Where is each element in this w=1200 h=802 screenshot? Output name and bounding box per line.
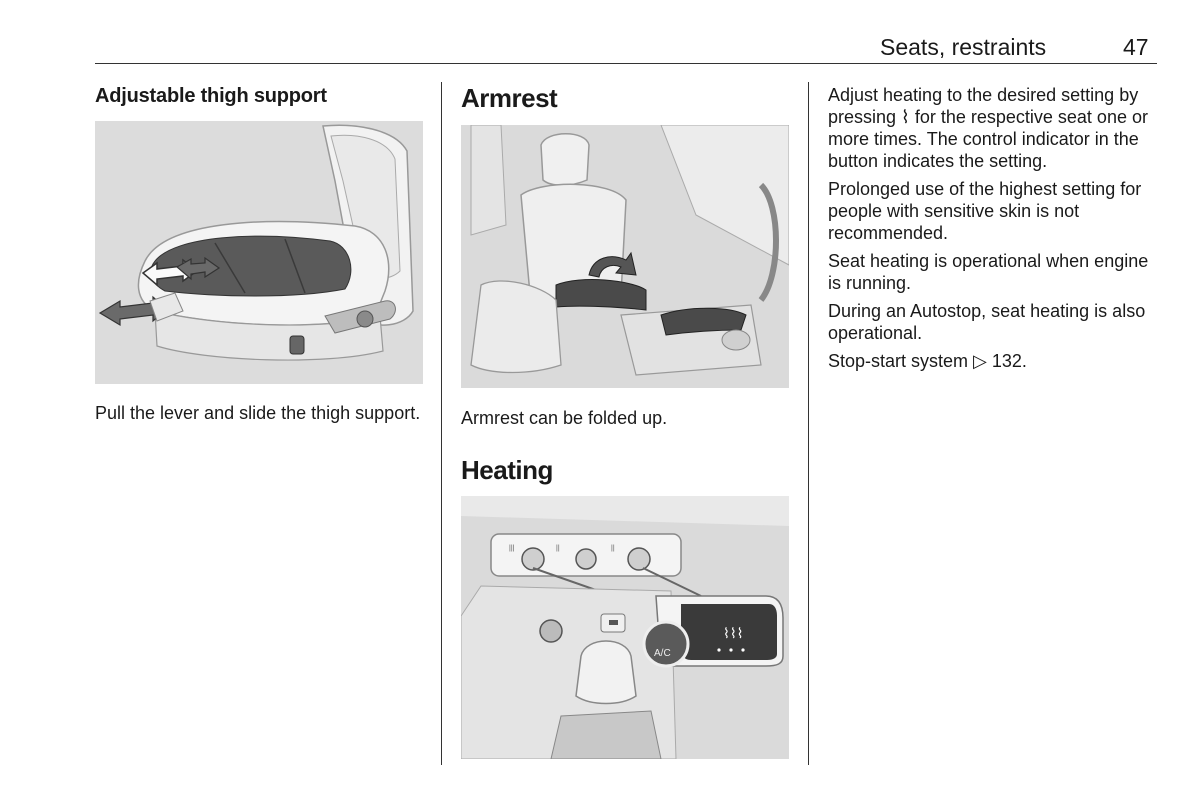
- seat-heating-icon: ⌇: [901, 107, 910, 127]
- heating-instructions: [828, 84, 1163, 378]
- column-divider-left: [441, 82, 442, 765]
- thigh-support-heading: Adjustable thigh support: [95, 85, 327, 107]
- armrest-heading: Armrest: [461, 83, 558, 113]
- heating-heading: Heating: [461, 455, 553, 485]
- svg-text:|||: |||: [509, 545, 515, 552]
- callout-ac-label: A/C: [654, 648, 671, 659]
- header-divider: [95, 63, 1157, 64]
- heating-para-5: Stop-start system ▷ 132.: [828, 351, 1027, 371]
- column-divider-right: [808, 82, 809, 765]
- section-title: Seats, restraints: [880, 34, 1047, 60]
- heating-figure: [461, 496, 789, 759]
- heating-para-2: Prolonged use of the highest setting for people with sensitive skin is not recommended.: [828, 179, 1142, 243]
- svg-text:||: ||: [611, 545, 615, 552]
- armrest-text: Armrest can be folded up.: [461, 408, 668, 428]
- thigh-support-text: Pull the lever and slide the thigh support.: [95, 403, 421, 423]
- page-number: 47: [1123, 34, 1149, 60]
- heating-para-1: Adjust heating to the desired setting by pressing ⌇ for the respective seat one or more times. The control indicator in the button indicates the setting.: [828, 85, 1148, 171]
- reference-arrow-icon: ▷: [973, 351, 987, 371]
- svg-text:⌇⌇⌇: ⌇⌇⌇: [723, 625, 744, 641]
- thigh-support-figure: [95, 121, 423, 384]
- svg-text:||: ||: [556, 545, 560, 552]
- armrest-figure: [461, 125, 789, 388]
- heating-para-3: Seat heating is operational when engine is running.: [828, 251, 1149, 293]
- heating-para-4: During an Autostop, seat heating is also operational.: [828, 301, 1146, 343]
